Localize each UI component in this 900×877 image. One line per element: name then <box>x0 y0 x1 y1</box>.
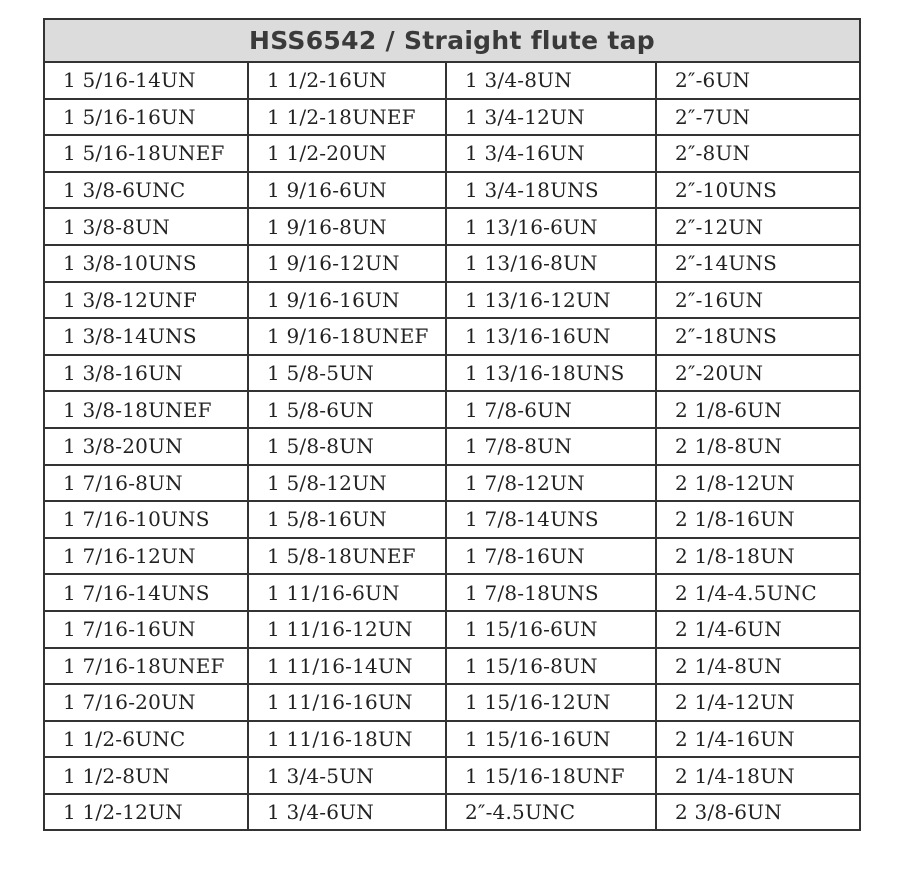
thread-size-cell: 2 1/8-12UN <box>656 465 860 502</box>
table-row <box>44 318 860 355</box>
thread-size-cell: 2″-10UNS <box>656 172 860 209</box>
table-row <box>44 391 860 428</box>
table-row <box>44 208 860 245</box>
thread-size-cell: 1 5/8-16UN <box>248 501 446 538</box>
table-row <box>44 684 860 721</box>
thread-size-cell: 1 3/8-10UNS <box>44 245 248 282</box>
thread-size-cell: 1 11/16-16UN <box>248 684 446 721</box>
thread-size-cell: 2 3/8-6UN <box>656 794 860 831</box>
thread-size-cell: 1 1/2-18UNEF <box>248 99 446 136</box>
thread-size-cell: 1 13/16-18UNS <box>446 355 656 392</box>
thread-size-cell: 1 5/8-12UN <box>248 465 446 502</box>
thread-size-cell: 2″-7UN <box>656 99 860 136</box>
thread-size-cell: 1 3/8-8UN <box>44 208 248 245</box>
thread-size-cell: 1 9/16-12UN <box>248 245 446 282</box>
thread-size-cell: 1 5/16-18UNEF <box>44 135 248 172</box>
thread-size-cell: 2″-18UNS <box>656 318 860 355</box>
table-row <box>44 355 860 392</box>
thread-size-cell: 1 11/16-14UN <box>248 648 446 685</box>
table-row <box>44 282 860 319</box>
thread-size-cell: 2 1/4-4.5UNC <box>656 574 860 611</box>
thread-size-cell: 1 3/4-18UNS <box>446 172 656 209</box>
thread-size-cell: 1 7/16-8UN <box>44 465 248 502</box>
thread-size-cell: 1 7/8-6UN <box>446 391 656 428</box>
thread-size-cell: 1 5/16-14UN <box>44 62 248 99</box>
thread-size-cell: 2″-8UN <box>656 135 860 172</box>
table-row <box>44 538 860 575</box>
thread-size-cell: 1 7/16-20UN <box>44 684 248 721</box>
thread-size-cell: 1 13/16-8UN <box>446 245 656 282</box>
table-row <box>44 62 860 99</box>
thread-size-cell: 1 15/16-12UN <box>446 684 656 721</box>
thread-size-cell: 2″-16UN <box>656 282 860 319</box>
thread-size-cell: 1 3/8-20UN <box>44 428 248 465</box>
thread-size-cell: 2 1/4-12UN <box>656 684 860 721</box>
thread-size-cell: 1 9/16-8UN <box>248 208 446 245</box>
thread-size-cell: 2 1/4-16UN <box>656 721 860 758</box>
thread-size-cell: 1 3/4-6UN <box>248 794 446 831</box>
table-row <box>44 99 860 136</box>
thread-size-cell: 1 15/16-6UN <box>446 611 656 648</box>
thread-size-cell: 1 7/8-12UN <box>446 465 656 502</box>
thread-size-cell: 1 7/8-14UNS <box>446 501 656 538</box>
thread-size-cell: 1 15/16-8UN <box>446 648 656 685</box>
thread-size-cell: 2 1/8-16UN <box>656 501 860 538</box>
thread-size-cell: 2″-14UNS <box>656 245 860 282</box>
thread-size-cell: 1 7/8-18UNS <box>446 574 656 611</box>
thread-size-table <box>43 18 861 831</box>
table-row <box>44 757 860 794</box>
thread-size-cell: 1 5/8-5UN <box>248 355 446 392</box>
thread-size-cell: 1 9/16-16UN <box>248 282 446 319</box>
thread-size-cell: 1 3/4-12UN <box>446 99 656 136</box>
thread-size-cell: 1 13/16-6UN <box>446 208 656 245</box>
thread-size-cell: 1 3/4-8UN <box>446 62 656 99</box>
thread-size-cell: 1 7/8-16UN <box>446 538 656 575</box>
thread-size-cell: 1 9/16-6UN <box>248 172 446 209</box>
thread-size-cell: 2″-20UN <box>656 355 860 392</box>
thread-size-cell: 1 5/8-8UN <box>248 428 446 465</box>
table-row <box>44 794 860 831</box>
thread-size-cell: 1 3/8-18UNEF <box>44 391 248 428</box>
thread-size-cell: 2″-4.5UNC <box>446 794 656 831</box>
thread-size-cell: 2″-12UN <box>656 208 860 245</box>
thread-size-cell: 1 7/16-16UN <box>44 611 248 648</box>
thread-size-cell: 1 1/2-8UN <box>44 757 248 794</box>
thread-size-cell: 1 3/8-16UN <box>44 355 248 392</box>
thread-size-cell: 2 1/8-6UN <box>656 391 860 428</box>
table-title: HSS6542 / Straight flute tap <box>44 19 860 62</box>
thread-size-cell: 1 5/8-6UN <box>248 391 446 428</box>
table-row <box>44 574 860 611</box>
thread-size-cell: 1 9/16-18UNEF <box>248 318 446 355</box>
thread-size-cell: 2 1/4-18UN <box>656 757 860 794</box>
table-body <box>44 62 860 830</box>
thread-size-cell: 2 1/8-8UN <box>656 428 860 465</box>
thread-size-cell: 1 13/16-12UN <box>446 282 656 319</box>
thread-size-cell: 1 15/16-16UN <box>446 721 656 758</box>
thread-size-cell: 1 5/8-18UNEF <box>248 538 446 575</box>
thread-size-cell: 1 13/16-16UN <box>446 318 656 355</box>
thread-size-cell: 1 1/2-6UNC <box>44 721 248 758</box>
table-row <box>44 721 860 758</box>
thread-size-cell: 1 15/16-18UNF <box>446 757 656 794</box>
thread-size-cell: 2 1/4-8UN <box>656 648 860 685</box>
table-row <box>44 135 860 172</box>
table-row <box>44 428 860 465</box>
thread-size-cell: 1 7/8-8UN <box>446 428 656 465</box>
thread-size-cell: 2 1/4-6UN <box>656 611 860 648</box>
thread-size-cell: 1 5/16-16UN <box>44 99 248 136</box>
thread-size-cell: 2″-6UN <box>656 62 860 99</box>
table-row <box>44 501 860 538</box>
thread-size-cell: 1 3/4-5UN <box>248 757 446 794</box>
table-row <box>44 611 860 648</box>
thread-size-cell: 1 1/2-12UN <box>44 794 248 831</box>
thread-size-cell: 1 3/8-14UNS <box>44 318 248 355</box>
thread-size-table-container <box>43 18 859 831</box>
thread-size-cell: 1 1/2-20UN <box>248 135 446 172</box>
thread-size-cell: 1 7/16-18UNEF <box>44 648 248 685</box>
thread-size-cell: 1 7/16-14UNS <box>44 574 248 611</box>
thread-size-cell: 1 11/16-18UN <box>248 721 446 758</box>
table-title-row <box>44 19 860 62</box>
table-row <box>44 648 860 685</box>
thread-size-cell: 1 3/4-16UN <box>446 135 656 172</box>
thread-size-cell: 1 7/16-12UN <box>44 538 248 575</box>
thread-size-cell: 1 7/16-10UNS <box>44 501 248 538</box>
thread-size-cell: 1 11/16-12UN <box>248 611 446 648</box>
thread-size-cell: 1 1/2-16UN <box>248 62 446 99</box>
table-row <box>44 465 860 502</box>
table-row <box>44 172 860 209</box>
thread-size-cell: 1 11/16-6UN <box>248 574 446 611</box>
table-row <box>44 245 860 282</box>
thread-size-cell: 2 1/8-18UN <box>656 538 860 575</box>
thread-size-cell: 1 3/8-12UNF <box>44 282 248 319</box>
thread-size-cell: 1 3/8-6UNC <box>44 172 248 209</box>
